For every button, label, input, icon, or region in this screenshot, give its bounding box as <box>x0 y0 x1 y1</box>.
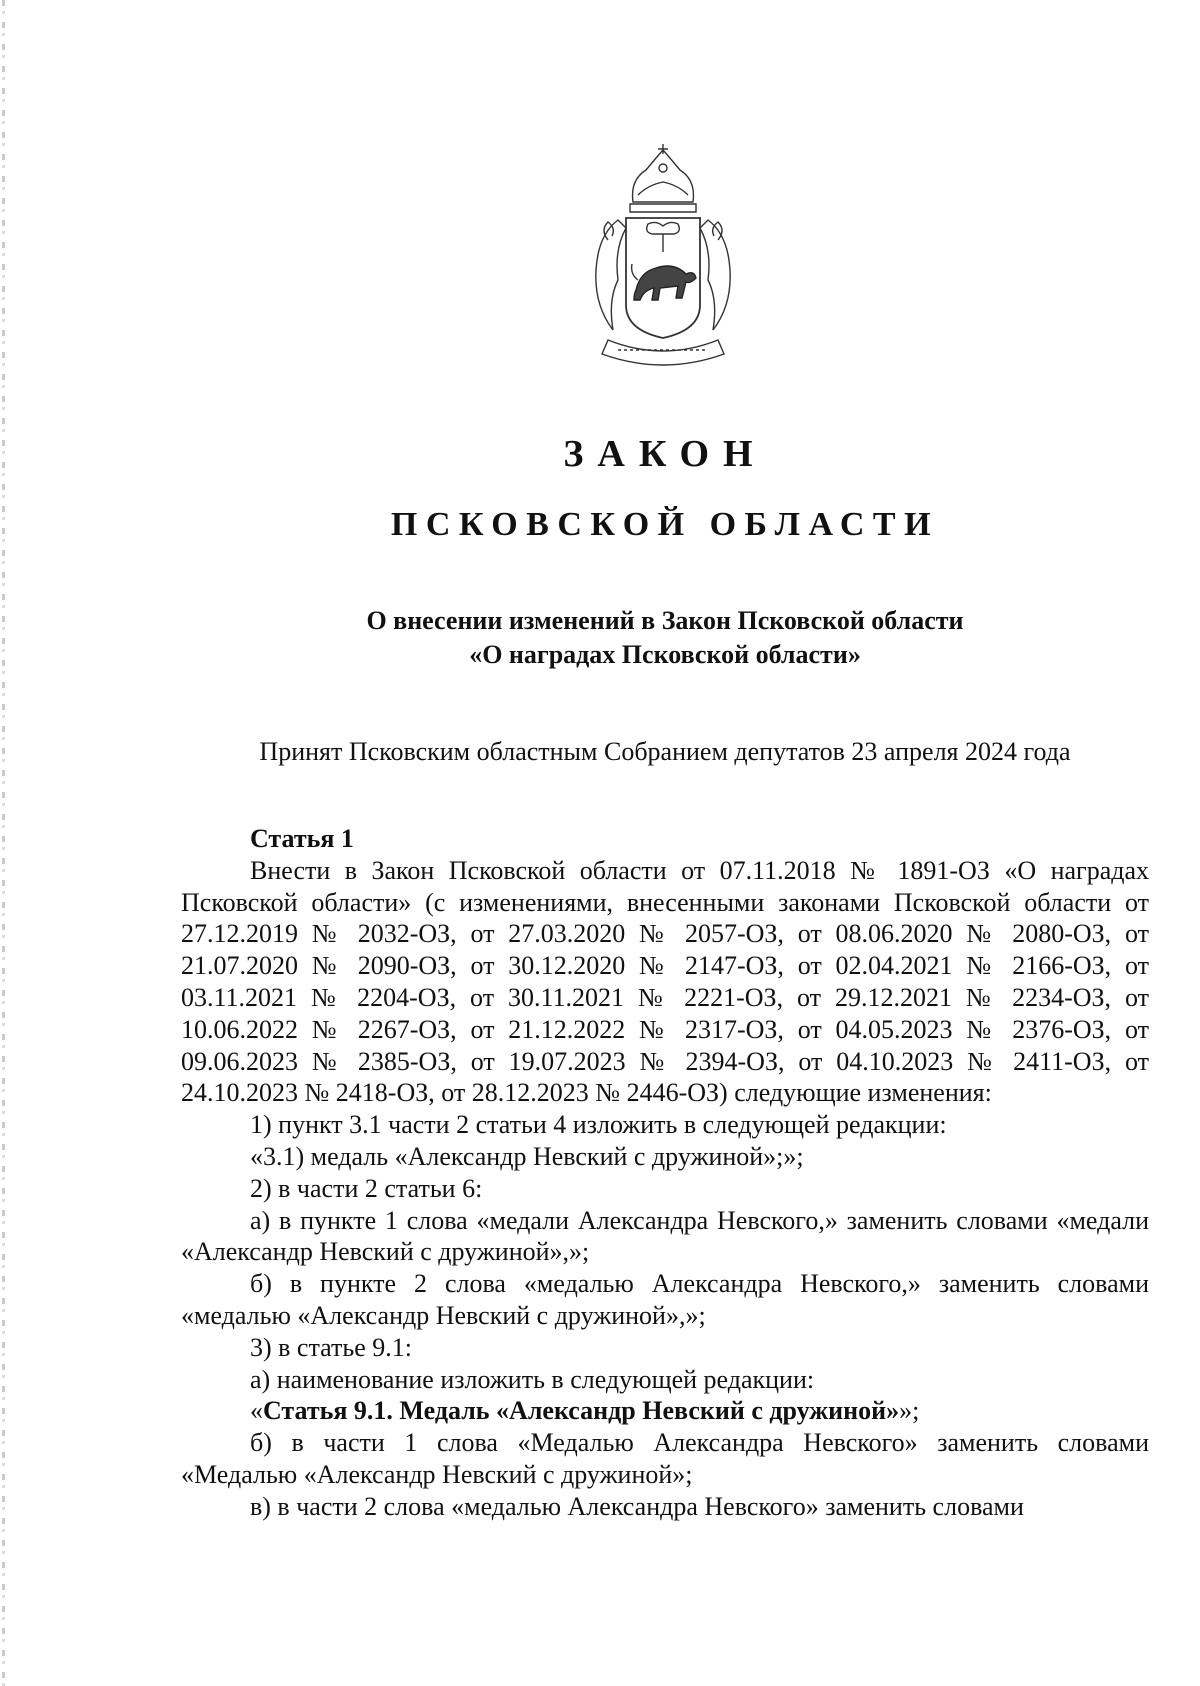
article-paragraph: в) в части 2 слова «медалью Александра Невского» заменить словами <box>250 1491 1024 1521</box>
article-paragraph: а) в пункте 1 слова «медали Александра Невского,» заменить словами «медали «Александр Невский с дружиной»,»; <box>181 1205 1149 1267</box>
document-title-region: ПСКОВСКОЙ ОБЛАСТИ <box>390 506 940 543</box>
quote-close: »; <box>899 1396 920 1426</box>
subtitle-line-1: О внесении изменений в Закон Псковской области <box>366 606 964 635</box>
article-paragraph: 3) в статье 9.1: <box>250 1332 413 1362</box>
article-paragraph: Внести в Закон Псковской области от 07.11.2018 № 1891-ОЗ «О наградах Псковской области» (с изменениями, внесенными законами Псковской области от 27.12.2019 № 2032-ОЗ, от 27.03.2020 № 2057-ОЗ, от 08.06.2020 № 2080-ОЗ, от 21.07.2020 № 2090-ОЗ, от 30.12.2020 № 2147-ОЗ, от 02.04.2021 № 2166-ОЗ, от 03.11.2021 № 2204-ОЗ, от 30.11.2021 № 2221-ОЗ, от 29.12.2021 № 2234-ОЗ, от 10.06.2022 № 2267-ОЗ, от 21.12.2022 № 2317-ОЗ, от 04.05.2023 № 2376-ОЗ, от 09.06.2023 № 2385-ОЗ, от 19.07.2023 № 2394-ОЗ, от 04.10.2023 № 2411-ОЗ, от 24.10.2023 № 2418-ОЗ, от 28.12.2023 № 2446-ОЗ) следующие изменения: <box>181 855 1149 1108</box>
coat-of-arms-emblem <box>578 140 748 380</box>
article-paragraph: а) наименование изложить в следующей редакции: <box>250 1364 815 1394</box>
scan-edge-artifact <box>2 0 5 1686</box>
article-heading: Статья 1 <box>250 824 354 853</box>
subtitle-line-2: «О наградах Псковской области» <box>469 640 861 669</box>
bold-article-title: Статья 9.1. Медаль «Александр Невский с дружиной» <box>263 1396 900 1426</box>
article-paragraph: 2) в части 2 статьи 6: <box>250 1173 483 1203</box>
article-paragraph: «3.1) медаль «Александр Невский с дружиной»;»; <box>250 1141 804 1171</box>
article-paragraph: б) в пункте 2 слова «медалью Александра Невского,» заменить словами «медалью «Александр Невский с дружиной»,»; <box>181 1269 1149 1330</box>
article-paragraph: б) в части 1 слова «Медалью Александра Невского» заменить словами «Медалью «Александр Невский с дружиной»; <box>181 1428 1149 1489</box>
article-paragraph: 1) пункт 3.1 части 2 статьи 4 изложить в следующей редакции: <box>250 1110 947 1140</box>
article-body <box>181 823 1149 1523</box>
adoption-statement: Принят Псковским областным Собранием депутатов 23 апреля 2024 года <box>259 737 1071 766</box>
quote-open: « <box>250 1396 263 1426</box>
document-title-law: ЗАКОН <box>563 433 767 475</box>
law-subtitle <box>0 604 1200 672</box>
article-bold-quote <box>181 1395 1149 1427</box>
